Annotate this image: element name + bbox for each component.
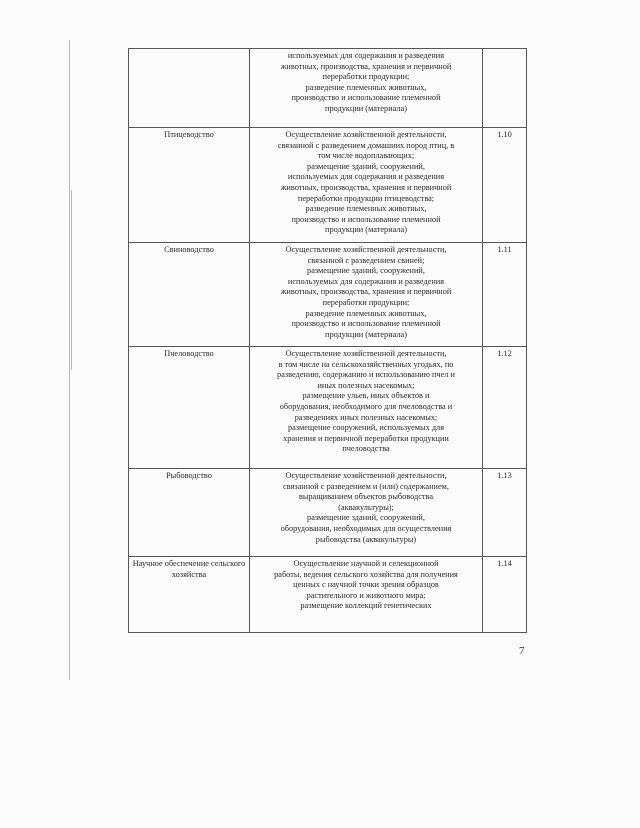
land-use-description-cell [250,469,483,557]
description-line: Осуществление хозяйственной деятельности, [285,245,447,254]
description-line: том числе водоплавающих; [317,151,415,161]
land-use-code-cell [483,49,527,128]
description-line: растительного и животного мира; [306,590,426,600]
description-line: животных, производства, хранения и первичной [280,287,452,297]
land-use-code-cell [483,347,527,469]
description-line: размещение сооружений, используемых для [287,423,445,433]
land-use-code-cell [483,128,527,243]
land-use-name-cell [129,243,250,347]
description-line: продукции (материала) [325,329,407,339]
description-line: оборудования, необходимого для пчеловодства и [279,401,453,411]
table-row [129,347,527,469]
land-use-name-cell [129,557,250,633]
description-line: производство и использование племенной [291,214,441,224]
description-line: иных полезных насекомых; [317,380,415,390]
description-line: Осуществление хозяйственной деятельности, [285,471,447,480]
description-line: связанной с разведением свиней; [307,255,425,265]
land-use-code: 1.11 [497,245,512,254]
page-number: 7 [519,645,525,657]
description-line: животных, производства, хранения и первичной [280,182,452,192]
land-use-description-cell [250,49,483,128]
description-line: размещение ульев, иных объектов и [302,391,430,401]
land-use-name-cell [129,347,250,469]
land-use-code-cell [483,469,527,557]
land-use-name: Свиноводство [164,245,214,254]
description-line: продукции (материала) [325,225,407,235]
description-line: разведение племенных животных, [305,82,427,92]
land-use-name: Рыбоводство [166,471,212,480]
land-use-code-cell [483,243,527,347]
land-use-code: 1.13 [497,471,512,480]
land-use-code: 1.14 [497,559,512,568]
description-line: связанной с разведением домашних пород птиц, в [277,140,455,150]
description-line: переработки продукции птицеводства; [297,193,435,203]
table-row [129,557,527,633]
description-line: животных, производства, хранения и первичной [280,61,452,71]
land-use-name: Научное обеспечение сельского хозяйства [132,559,246,579]
table-row [129,243,527,347]
land-use-name: Птицеводство [164,130,214,139]
description-line: (аквакультуры); [338,502,394,512]
description-line: производство и использование племенной [291,319,441,329]
description-line: хранения и первичной переработки продукции [283,433,449,443]
description-line: Осуществление научной и селекционной [293,559,439,568]
description-line: разведение племенных животных, [305,204,427,214]
description-line: разведению, содержанию и использованию пчел и [277,370,455,380]
description-line: пчеловодства [342,444,390,454]
description-line: размещение коллекций генетических [300,601,432,611]
description-line: производство и использование племенной [291,93,441,103]
description-line: в том числе на сельскохозяйственных угодьях, по [278,359,454,369]
land-use-description-cell [250,557,483,633]
land-use-code-cell [483,557,527,633]
land-use-name-cell [129,49,250,128]
description-line: Осуществление хозяйственной деятельности, [285,130,447,139]
land-use-code: 1.12 [497,349,512,358]
description-line: выращиванием объектов рыбоводства [298,492,434,502]
table-row [129,469,527,557]
land-use-description-cell [250,128,483,243]
description-line: размещение зданий, сооружений, [307,266,425,276]
description-line: работы, ведения сельского хозяйства для получения [274,569,458,579]
table-row [129,49,527,128]
description-line: используемых для содержания и разведения [287,51,445,60]
description-line: оборудования, необходимых для осуществления [280,523,452,533]
description-line: размещение зданий, сооружений, [307,161,425,171]
land-use-name-cell [129,469,250,557]
table-row [129,128,527,243]
description-line: ценных с научной точки зрения образцов [293,580,439,590]
land-use-table [128,48,527,633]
description-line: размещение зданий, сооружений, [307,513,425,523]
description-line: разведение племенных животных, [305,308,427,318]
land-use-name-cell [129,128,250,243]
description-line: разведениях иных полезных насекомых; [294,412,438,422]
land-use-description-cell [250,347,483,469]
land-use-description-cell [250,243,483,347]
land-use-code: 1.10 [497,130,512,139]
description-line: используемых для содержания и разведения [287,276,445,286]
scan-edge-mark [69,40,70,680]
scan-edge-mark [71,190,72,370]
land-use-name: Пчеловодство [164,349,214,358]
description-line: переработки продукции; [322,72,410,82]
description-line: связанной с разведением и (или) содержанием, [283,481,449,491]
description-line: рыбоводства (аквакультуры) [315,534,417,544]
description-line: используемых для содержания и разведения [287,172,445,182]
description-line: Осуществление хозяйственной деятельности, [285,349,447,358]
description-line: переработки продукции; [322,297,410,307]
description-line: продукции (материала) [325,103,407,113]
